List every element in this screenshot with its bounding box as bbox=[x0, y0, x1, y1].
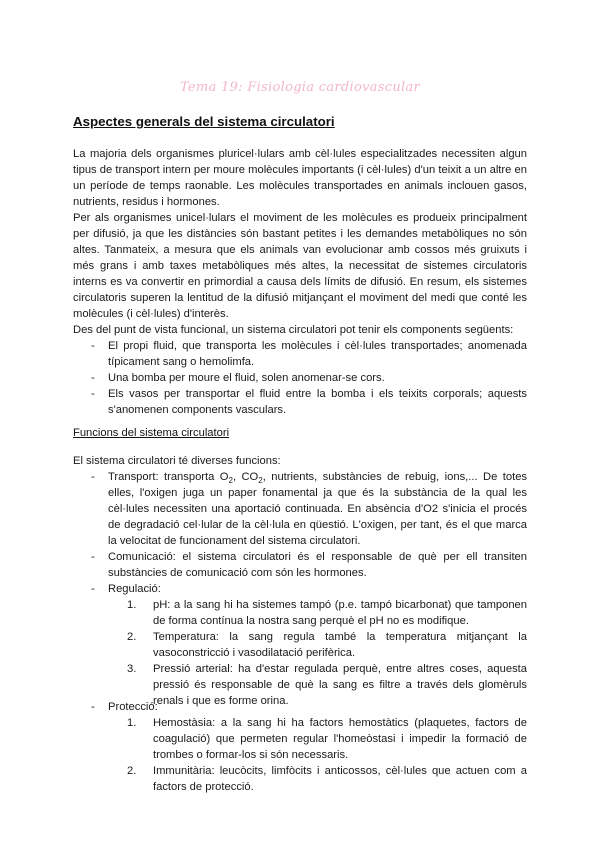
transport-text-b: , CO bbox=[232, 471, 259, 483]
list-item-text: Una bomba per moure el fluid, solen anomenar-se cors. bbox=[108, 372, 385, 384]
item-number: 2. bbox=[127, 765, 137, 777]
list-item bbox=[73, 338, 527, 370]
sublist-item-text: Immunitària: leucòcits, limfòcits i anticossos, cèl·lules que actuen com a factors de protecció. bbox=[153, 765, 527, 793]
transport-text-a: Transport: transporta O bbox=[108, 471, 229, 483]
list-item bbox=[73, 386, 527, 418]
bullet-dash: - bbox=[91, 551, 95, 563]
proteccio-list bbox=[73, 699, 527, 795]
transport-text-c: , nutrients, substàncies de rebuig, ions,... De totes elles, l'oxigen juga un paper fonamental ja que és la substància de la qual les cèl·lules necessiten una aportació continuada. En absència d'O2 s'inicia el procés de degradació cel·lular de la cèl·lula en qüestió. L'oxigen, per tant, és el que marca la velocitat de funcionament del sistema circulatori. bbox=[108, 471, 528, 547]
section-heading: Aspectes generals del sistema circulatori bbox=[73, 114, 335, 129]
subscript: 2 bbox=[258, 476, 263, 486]
subscript: 2 bbox=[228, 476, 233, 486]
list-item-text: Protecció: bbox=[108, 701, 158, 713]
bullet-dash: - bbox=[91, 340, 95, 352]
paragraph-3: Des del punt de vista funcional, un sistema circulatori pot tenir els components següents: bbox=[73, 324, 514, 336]
list-item-text: Regulació: bbox=[108, 583, 161, 595]
list-item-regulacio bbox=[73, 581, 527, 597]
list-item-text: Els vasos per transportar el fluid entre la bomba i els teixits corporals; aquests s'anomenen components vasculars. bbox=[108, 388, 527, 416]
paragraph-1: La majoria dels organismes pluricel·lulars amb cèl·lules especialitzades necessiten algun tipus de transport intern per moure molècules importants (i cèl·lules) d'un teixit a un altre en un període de temps raonable. Les molècules transportades en animals inclouen gasos, nutrients, residus i hormones. bbox=[73, 148, 527, 208]
list-item-text: Comunicació: el sistema circulatori és el responsable de què per ell transiten substàncies de comunicació com són les hormones. bbox=[108, 551, 527, 579]
paragraph-2: Per als organismes unicel·lulars el moviment de les molècules es produeix principalment per difusió, ja que les distàncies són bastant petites i les demandes metabòliques no són altes. Tanmateix, a mesura que els animals van evolucionar amb cossos més gruixuts i més grans i amb taxes metabòliques més altes, la necessitat de sistemes circulatoris interns es va convertir en primordial a causa dels límits de difusió. En resum, els sistemes circulatoris superen la lentitud de la difusió mitjançant el moviment del medi que conté les molècules (i cèl·lules) d'interès. bbox=[73, 212, 527, 320]
bullet-dash: - bbox=[91, 471, 95, 483]
bullet-dash: - bbox=[91, 388, 95, 400]
list-item-transport bbox=[73, 469, 527, 549]
list-item bbox=[73, 370, 527, 386]
sublist-item bbox=[73, 763, 527, 795]
sublist-item bbox=[73, 715, 527, 763]
sublist-item bbox=[73, 629, 527, 661]
functions-list bbox=[73, 469, 527, 709]
bullet-dash: - bbox=[91, 372, 95, 384]
item-number: 1. bbox=[127, 717, 137, 729]
sublist-item-text: Pressió arterial: ha d'estar regulada perquè, entre altres coses, aquesta pressió és responsable de què la sang es filtre a través dels glomèruls renals i que es forme orina. bbox=[153, 663, 527, 707]
sublist-item-text: Hemostàsia: a la sang hi ha factors hemostàtics (plaquetes, factors de coagulació) que permeten regular l'homeòstasi i impedir la formació de trombes o formar-los si són necessaris. bbox=[153, 717, 527, 761]
sublist-item bbox=[73, 597, 527, 629]
components-list bbox=[73, 338, 527, 418]
page-title: Tema 19: Fisiologia cardiovascular bbox=[179, 80, 421, 95]
list-item-proteccio bbox=[73, 699, 527, 715]
bullet-dash: - bbox=[91, 701, 95, 713]
item-number: 2. bbox=[127, 631, 137, 643]
sublist-item-text: pH: a la sang hi ha sistemes tampó (p.e. tampó bicarbonat) que tamponen de forma contínua la nostra sang perquè el pH no es modifique. bbox=[153, 599, 527, 627]
item-number: 3. bbox=[127, 663, 137, 675]
bullet-dash: - bbox=[91, 583, 95, 595]
item-number: 1. bbox=[127, 599, 137, 611]
list-item-comunicacio bbox=[73, 549, 527, 581]
sublist-item-text: Temperatura: la sang regula també la temperatura mitjançant la vasoconstricció i vasodilatació perifèrica. bbox=[153, 631, 527, 659]
list-item-text: El propi fluid, que transporta les molècules i cèl·lules transportades; anomenada típicament sang o hemolimfa. bbox=[108, 340, 527, 368]
subsection-heading: Funcions del sistema circulatori bbox=[73, 427, 230, 439]
paragraph-4: El sistema circulatori té diverses funcions: bbox=[73, 455, 281, 467]
